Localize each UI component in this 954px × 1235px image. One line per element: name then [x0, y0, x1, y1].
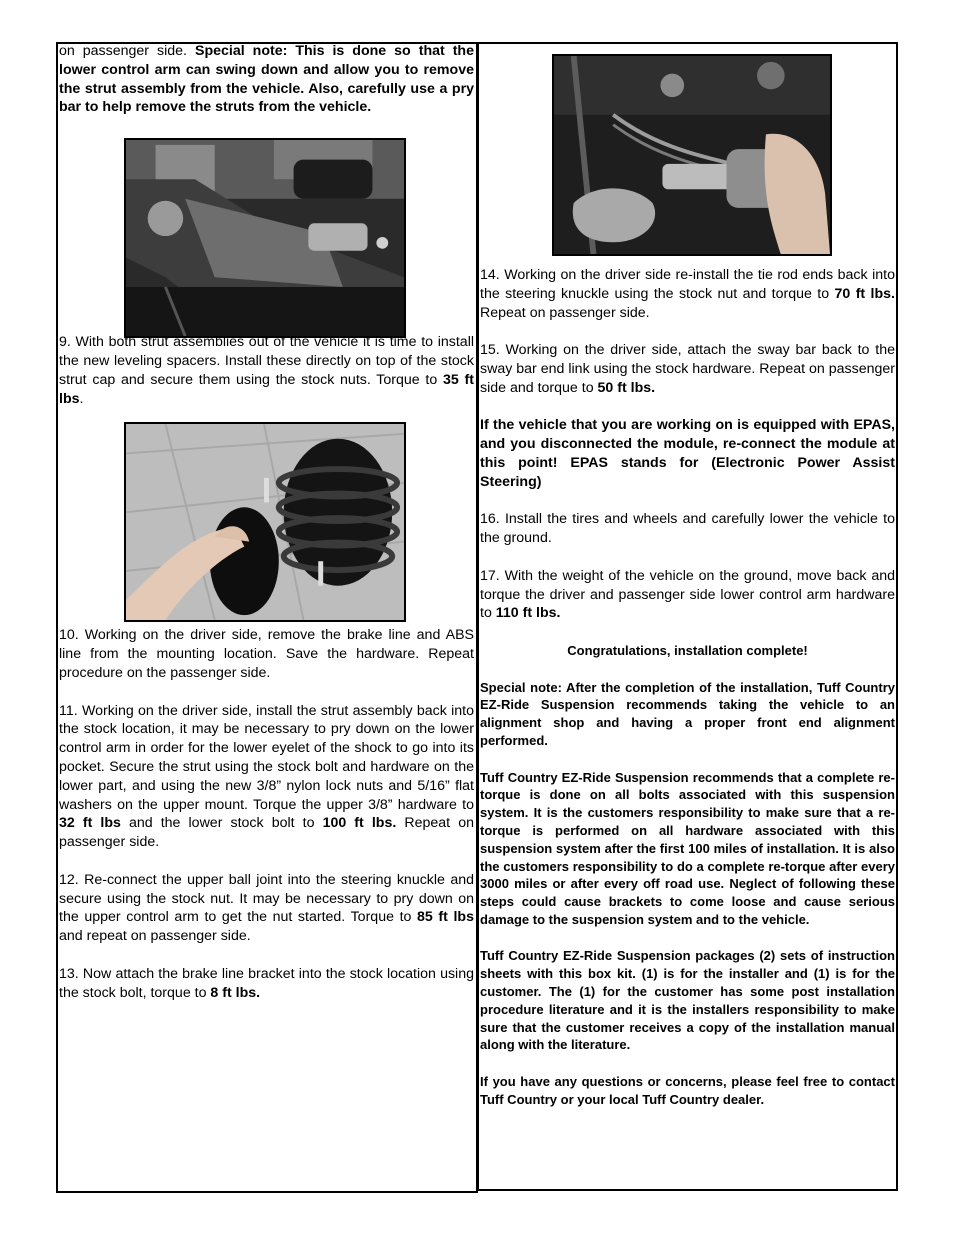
step-10: 10. Working on the driver side, remove the brake line and ABS line from the mounting location. Save the hardware. Repeat procedure on the passenger side.: [59, 627, 474, 681]
step-11: [59, 702, 474, 852]
step-12-end: and repeat on passenger side.: [59, 928, 251, 945]
alignment-note: Special note: After the completion of the installation, Tuff Country EZ-Ride Suspension recommends taking the vehicle to an alignment shop and having a proper front end alignment performed.: [480, 679, 895, 748]
gap: [480, 660, 895, 679]
gap: [59, 946, 474, 965]
epas-note-text: If the vehicle that you are working on is equipped with EPAS, and you disconnected the module, re-connect the module at this point! EPAS stands for (Electronic Power Assist Steering): [480, 417, 895, 490]
gap: [480, 623, 895, 642]
gap: [59, 683, 474, 702]
step-12-text: 12. Re-connect the upper ball joint into the steering knuckle and secure using the stock nut. It may be necessary to pry down on the upper control arm to get the nut started. Torque to: [59, 871, 474, 926]
step-9-end: .: [79, 390, 84, 407]
gap: [480, 492, 895, 511]
congratulations-heading: Congratulations, installation complete!: [567, 642, 808, 658]
epas-note: [480, 416, 895, 491]
intro-prefix: on passenger side.: [59, 43, 195, 59]
step-17: [480, 567, 895, 623]
step-9-torque: 35 ft lbs: [59, 371, 474, 407]
step-14-end: Repeat on passenger side.: [480, 304, 650, 321]
tie-rod-drill-photo: [552, 54, 832, 256]
step-13-torque: 8 ft lbs.: [210, 984, 261, 1001]
step-11-text: 11. Working on the driver side, install the strut assembly back into the stock location, it may be necessary to pry down on the lower control arm in order for the lower eyelet of the shock to go into its pocket. Secure the strut using the stock bolt and hardware on the lower part, and using the new 3/8” nylon lock nuts and 5/16” flat washers on the upper mount. Torque the upper 3/8” hardware to: [59, 702, 474, 813]
step-14-torque: 70 ft lbs.: [834, 285, 895, 302]
gap: [480, 548, 895, 567]
step-12-torque: 85 ft lbs: [417, 909, 474, 926]
photo-spacer: [59, 117, 474, 333]
step-17-text: 17. With the weight of the vehicle on the ground, move back and torque the driver and passenger side lower control arm hardware to: [480, 567, 895, 622]
gap: [480, 322, 895, 341]
contact-note: If you have any questions or concerns, please feel free to contact Tuff Country or your local Tuff Country dealer.: [480, 1074, 895, 1107]
step-13-text: 13. Now attach the brake line bracket into the stock location using the stock bolt, torque to: [59, 965, 474, 1001]
gap: [480, 750, 895, 769]
retorque-note: Tuff Country EZ-Ride Suspension recommends that a complete re-torque is done on all bolts associated with this suspension system. It is the customers responsibility to make sure that a re-torque is performed on all hardware associated with this suspension system after the first 100 miles of installation. It is also the customers responsibility to do a complete re-torque after every 3000 miles or after every off road use. Neglect of following these steps could cause brackets to come loose and cause serious damage to the suspension system and to the vehicle.: [480, 769, 895, 927]
gap: [480, 1054, 895, 1073]
intro-paragraph: [59, 42, 474, 117]
left-column: [59, 42, 474, 1002]
instruction-sheets-note: Tuff Country EZ-Ride Suspension packages (2) sets of instruction sheets with this box kit. (1) is for the installer and (1) is for the customer. The (1) for the customer has some post installation procedure literature and it is the installers responsibility to make sure that the customer receives a copy of the installation manual along with the literature.: [480, 948, 895, 1053]
step-11-end: Repeat on passenger side.: [59, 815, 474, 851]
step-15-text: 15. Working on the driver side, attach the sway bar back to the sway bar end link using the stock hardware. Repeat on passenger side and torque to: [480, 342, 895, 396]
gap: [59, 852, 474, 871]
step-9-text: 9. With both strut assemblies out of the vehicle it is time to install the new leveling spacers. Install these directly on top of the stock strut cap and secure them using the stock nuts. Torque to: [59, 334, 474, 388]
step-15-torque: 50 ft lbs.: [597, 379, 656, 396]
gap: [480, 929, 895, 948]
step-11-torque-lower: 100 ft lbs.: [322, 815, 397, 832]
step-17-torque: 110 ft lbs.: [495, 605, 561, 622]
special-note-strut: Special note: This is done so that the lower control arm can swing down and allow you to remove the strut assembly from the vehicle. Also, carefully use a pry bar to help remove the struts from the vehicle.: [59, 43, 474, 116]
step-9: [59, 333, 474, 408]
step-13: [59, 965, 474, 1003]
step-12: [59, 871, 474, 946]
step-11-mid: and the lower stock bolt to: [120, 815, 323, 832]
step-16: 16. Install the tires and wheels and carefully lower the vehicle to the ground.: [480, 511, 895, 547]
gap: [480, 398, 895, 417]
step-11-torque-upper: 32 ft lbs: [59, 815, 121, 832]
step-15: [480, 341, 895, 397]
photo-spacer: [59, 408, 474, 626]
step-14: [480, 266, 895, 322]
right-column: [480, 266, 895, 1109]
step-14-text: 14. Working on the driver side re-install the tie rod ends back into the steering knuckle using the stock nut and torque to: [480, 267, 895, 302]
